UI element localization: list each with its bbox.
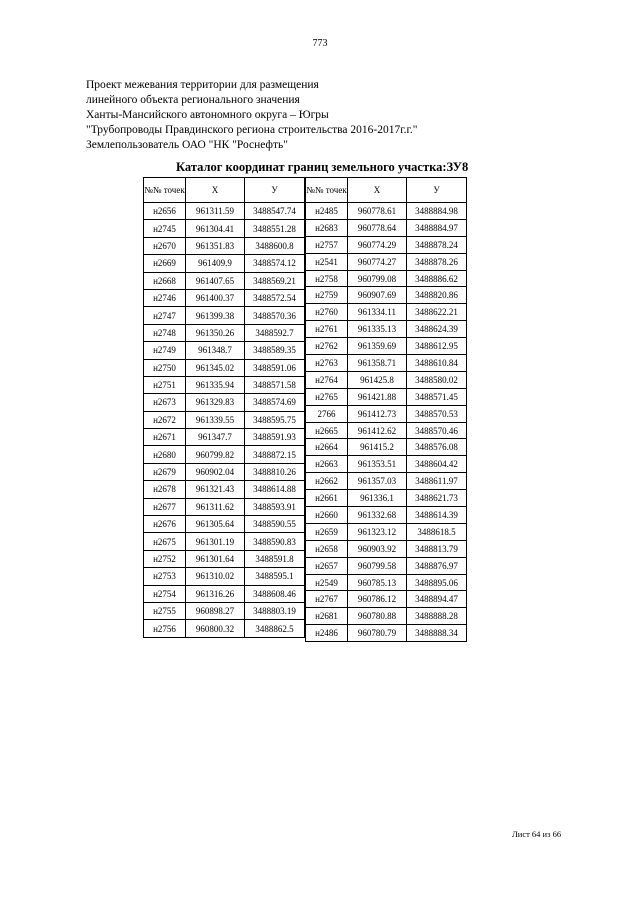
- point-id-cell: н2747: [144, 307, 186, 324]
- table-row: [306, 456, 467, 473]
- x-coordinate-cell: 961400.37: [186, 289, 245, 306]
- y-coordinate-cell: 3488590.55: [245, 516, 305, 533]
- table-row: [144, 307, 305, 324]
- y-coordinate-cell: 3488576.08: [407, 439, 467, 456]
- y-coordinate-cell: 3488894.47: [407, 591, 467, 608]
- point-id-cell: н2658: [306, 540, 348, 557]
- table-row: [306, 236, 467, 253]
- y-coordinate-cell: 3488878.24: [407, 236, 467, 253]
- sheet-counter: Лист 64 из 66: [512, 829, 562, 839]
- table-row: [144, 411, 305, 428]
- table-row: [306, 338, 467, 355]
- y-coordinate-cell: 3488551.28: [245, 220, 305, 237]
- y-coordinate-cell: 3488886.62: [407, 270, 467, 287]
- point-id-cell: н2669: [144, 255, 186, 272]
- x-coordinate-cell: 961358.71: [348, 355, 407, 372]
- table-row: [144, 220, 305, 237]
- x-coordinate-cell: 960778.61: [348, 203, 407, 220]
- x-coordinate-cell: 961409.9: [186, 255, 245, 272]
- table-row: [306, 270, 467, 287]
- point-id-cell: н2753: [144, 568, 186, 585]
- table-row: [144, 620, 305, 637]
- y-coordinate-cell: 3488614.88: [245, 481, 305, 498]
- header-line: Проект межевания территории для размещения: [86, 79, 319, 91]
- document-header: [86, 78, 417, 153]
- y-coordinate-cell: 3488876.97: [407, 557, 467, 574]
- x-coordinate-cell: 961301.19: [186, 533, 245, 550]
- y-coordinate-cell: 3488590.83: [245, 533, 305, 550]
- y-coordinate-cell: 3488622.21: [407, 304, 467, 321]
- point-id-cell: н2660: [306, 507, 348, 524]
- point-id-cell: н2751: [144, 376, 186, 393]
- point-id-cell: н2541: [306, 253, 348, 270]
- table-row: [144, 203, 305, 220]
- x-coordinate-cell: 961321.43: [186, 481, 245, 498]
- x-coordinate-cell: 961348.7: [186, 342, 245, 359]
- y-coordinate-cell: 3488595.75: [245, 411, 305, 428]
- table-row: [144, 533, 305, 550]
- y-coordinate-cell: 3488595.1: [245, 568, 305, 585]
- header-line: "Трубопроводы Правдинского региона строительства 2016-2017г.г.": [86, 124, 418, 136]
- x-coordinate-cell: 961323.12: [348, 523, 407, 540]
- point-id-cell: н2759: [306, 287, 348, 304]
- point-id-cell: н2549: [306, 574, 348, 591]
- x-coordinate-cell: 960903.92: [348, 540, 407, 557]
- table-row: [144, 272, 305, 289]
- x-coordinate-cell: 961412.73: [348, 405, 407, 422]
- header-line: Землепользователь ОАО "НК "Роснефть": [86, 139, 288, 151]
- x-coordinate-cell: 961329.83: [186, 394, 245, 411]
- x-coordinate-cell: 961335.13: [348, 321, 407, 338]
- y-coordinate-cell: 3488888.28: [407, 608, 467, 625]
- x-coordinate-cell: 961415.2: [348, 439, 407, 456]
- x-coordinate-cell: 961311.59: [186, 203, 245, 220]
- table-row: [144, 463, 305, 480]
- x-coordinate-cell: 960898.27: [186, 602, 245, 619]
- point-id-cell: н2762: [306, 338, 348, 355]
- point-id-cell: н2668: [144, 272, 186, 289]
- y-coordinate-cell: 3488547.74: [245, 203, 305, 220]
- y-coordinate-cell: 3488608.46: [245, 585, 305, 602]
- x-coordinate-cell: 960799.08: [348, 270, 407, 287]
- x-coordinate-cell: 960778.64: [348, 219, 407, 236]
- table-row: [144, 324, 305, 341]
- x-coordinate-cell: 961412.62: [348, 422, 407, 439]
- table-body: [144, 203, 305, 638]
- x-coordinate-cell: 961335.94: [186, 376, 245, 393]
- point-id-cell: н2756: [144, 620, 186, 637]
- point-id-cell: н2755: [144, 602, 186, 619]
- y-coordinate-cell: 3488580.02: [407, 371, 467, 388]
- x-coordinate-cell: 961304.41: [186, 220, 245, 237]
- table-row: [306, 304, 467, 321]
- table-row: [306, 507, 467, 524]
- y-coordinate-cell: 3488813.79: [407, 540, 467, 557]
- point-id-cell: н2486: [306, 625, 348, 642]
- point-id-cell: н2765: [306, 388, 348, 405]
- x-coordinate-cell: 961301.64: [186, 550, 245, 567]
- x-coordinate-cell: 961350.26: [186, 324, 245, 341]
- table-row: [306, 473, 467, 490]
- column-header-points: №№ точек: [306, 178, 348, 203]
- point-id-cell: н2748: [144, 324, 186, 341]
- column-header-y: У: [407, 178, 467, 203]
- point-id-cell: н2673: [144, 394, 186, 411]
- point-id-cell: н2763: [306, 355, 348, 372]
- table-row: [144, 481, 305, 498]
- table-row: [306, 371, 467, 388]
- table-row: [144, 498, 305, 515]
- y-coordinate-cell: 3488895.06: [407, 574, 467, 591]
- table-row: [306, 388, 467, 405]
- point-id-cell: н2681: [306, 608, 348, 625]
- point-id-cell: н2758: [306, 270, 348, 287]
- x-coordinate-cell: 961332.68: [348, 507, 407, 524]
- table-row: [144, 550, 305, 567]
- table-row: [306, 405, 467, 422]
- y-coordinate-cell: 3488571.45: [407, 388, 467, 405]
- table-header-row: [306, 178, 467, 203]
- y-coordinate-cell: 3488618.5: [407, 523, 467, 540]
- table-row: [144, 394, 305, 411]
- table-row: [144, 255, 305, 272]
- column-header-x: X: [348, 178, 407, 203]
- x-coordinate-cell: 961357.03: [348, 473, 407, 490]
- x-coordinate-cell: 960785.13: [348, 574, 407, 591]
- table-row: [306, 253, 467, 270]
- table-row: [306, 287, 467, 304]
- point-id-cell: н2656: [144, 203, 186, 220]
- coordinate-table-left: [143, 177, 305, 638]
- x-coordinate-cell: 960907.69: [348, 287, 407, 304]
- catalog-title: Каталог координат границ земельного участка:ЗУ8: [176, 160, 469, 174]
- y-coordinate-cell: 3488570.46: [407, 422, 467, 439]
- table-row: [306, 490, 467, 507]
- y-coordinate-cell: 3488574.12: [245, 255, 305, 272]
- table-row: [144, 602, 305, 619]
- table-row: [306, 540, 467, 557]
- table-row: [306, 321, 467, 338]
- point-id-cell: н2749: [144, 342, 186, 359]
- point-id-cell: н2657: [306, 557, 348, 574]
- point-id-cell: н2746: [144, 289, 186, 306]
- y-coordinate-cell: 3488592.7: [245, 324, 305, 341]
- x-coordinate-cell: 961339.55: [186, 411, 245, 428]
- table-row: [144, 568, 305, 585]
- y-coordinate-cell: 3488591.93: [245, 429, 305, 446]
- column-header-points: №№ точек: [144, 178, 186, 203]
- table-row: [306, 574, 467, 591]
- y-coordinate-cell: 3488884.98: [407, 203, 467, 220]
- table-header-row: [144, 178, 305, 203]
- table-row: [144, 289, 305, 306]
- y-coordinate-cell: 3488888.34: [407, 625, 467, 642]
- point-id-cell: н2663: [306, 456, 348, 473]
- y-coordinate-cell: 3488872.15: [245, 446, 305, 463]
- y-coordinate-cell: 3488612.95: [407, 338, 467, 355]
- table-row: [306, 203, 467, 220]
- x-coordinate-cell: 960799.82: [186, 446, 245, 463]
- table-row: [144, 429, 305, 446]
- x-coordinate-cell: 961347.7: [186, 429, 245, 446]
- point-id-cell: н2659: [306, 523, 348, 540]
- point-id-cell: 2766: [306, 405, 348, 422]
- point-id-cell: н2683: [306, 219, 348, 236]
- y-coordinate-cell: 3488884.97: [407, 219, 467, 236]
- table-row: [306, 523, 467, 540]
- y-coordinate-cell: 3488803.19: [245, 602, 305, 619]
- point-id-cell: н2757: [306, 236, 348, 253]
- point-id-cell: н2661: [306, 490, 348, 507]
- x-coordinate-cell: 961399.38: [186, 307, 245, 324]
- table-row: [144, 446, 305, 463]
- y-coordinate-cell: 3488570.36: [245, 307, 305, 324]
- point-id-cell: н2767: [306, 591, 348, 608]
- x-coordinate-cell: 961311.62: [186, 498, 245, 515]
- table-row: [306, 591, 467, 608]
- y-coordinate-cell: 3488604.42: [407, 456, 467, 473]
- point-id-cell: н2662: [306, 473, 348, 490]
- point-id-cell: н2671: [144, 429, 186, 446]
- x-coordinate-cell: 960774.27: [348, 253, 407, 270]
- table-row: [306, 439, 467, 456]
- y-coordinate-cell: 3488810.26: [245, 463, 305, 480]
- column-header-x: X: [186, 178, 245, 203]
- table-row: [306, 422, 467, 439]
- table-row: [144, 516, 305, 533]
- table-row: [306, 608, 467, 625]
- y-coordinate-cell: 3488593.91: [245, 498, 305, 515]
- x-coordinate-cell: 961351.83: [186, 237, 245, 254]
- point-id-cell: н2754: [144, 585, 186, 602]
- x-coordinate-cell: 961359.69: [348, 338, 407, 355]
- x-coordinate-cell: 960780.88: [348, 608, 407, 625]
- table-row: [144, 376, 305, 393]
- y-coordinate-cell: 3488600.8: [245, 237, 305, 254]
- point-id-cell: н2678: [144, 481, 186, 498]
- point-id-cell: н2485: [306, 203, 348, 220]
- x-coordinate-cell: 961305.64: [186, 516, 245, 533]
- y-coordinate-cell: 3488572.54: [245, 289, 305, 306]
- table-row: [306, 355, 467, 372]
- y-coordinate-cell: 3488610.84: [407, 355, 467, 372]
- x-coordinate-cell: 960902.04: [186, 463, 245, 480]
- point-id-cell: н2670: [144, 237, 186, 254]
- x-coordinate-cell: 961421.88: [348, 388, 407, 405]
- point-id-cell: н2764: [306, 371, 348, 388]
- coordinate-table-right: [305, 177, 467, 642]
- y-coordinate-cell: 3488574.69: [245, 394, 305, 411]
- y-coordinate-cell: 3488589.35: [245, 342, 305, 359]
- table-row: [306, 625, 467, 642]
- y-coordinate-cell: 3488820.86: [407, 287, 467, 304]
- table-row: [306, 219, 467, 236]
- column-header-y: У: [245, 178, 305, 203]
- y-coordinate-cell: 3488571.58: [245, 376, 305, 393]
- x-coordinate-cell: 960799.58: [348, 557, 407, 574]
- point-id-cell: н2679: [144, 463, 186, 480]
- x-coordinate-cell: 960800.32: [186, 620, 245, 637]
- point-id-cell: н2675: [144, 533, 186, 550]
- x-coordinate-cell: 961425.8: [348, 371, 407, 388]
- point-id-cell: н2672: [144, 411, 186, 428]
- x-coordinate-cell: 961345.02: [186, 359, 245, 376]
- point-id-cell: н2761: [306, 321, 348, 338]
- header-line: Ханты-Мансийского автономного округа – Югры: [86, 109, 329, 121]
- point-id-cell: н2664: [306, 439, 348, 456]
- y-coordinate-cell: 3488862.5: [245, 620, 305, 637]
- x-coordinate-cell: 961316.26: [186, 585, 245, 602]
- y-coordinate-cell: 3488878.26: [407, 253, 467, 270]
- y-coordinate-cell: 3488621.73: [407, 490, 467, 507]
- point-id-cell: н2745: [144, 220, 186, 237]
- page-number: 773: [312, 38, 328, 49]
- y-coordinate-cell: 3488569.21: [245, 272, 305, 289]
- table-row: [144, 585, 305, 602]
- y-coordinate-cell: 3488624.39: [407, 321, 467, 338]
- y-coordinate-cell: 3488611.97: [407, 473, 467, 490]
- table-body: [306, 203, 467, 642]
- point-id-cell: н2752: [144, 550, 186, 567]
- x-coordinate-cell: 961334.11: [348, 304, 407, 321]
- table-row: [144, 237, 305, 254]
- x-coordinate-cell: 960774.29: [348, 236, 407, 253]
- table-row: [144, 359, 305, 376]
- point-id-cell: н2676: [144, 516, 186, 533]
- table-row: [144, 342, 305, 359]
- x-coordinate-cell: 960786.12: [348, 591, 407, 608]
- table-row: [306, 557, 467, 574]
- point-id-cell: н2677: [144, 498, 186, 515]
- x-coordinate-cell: 961336.1: [348, 490, 407, 507]
- x-coordinate-cell: 961310.02: [186, 568, 245, 585]
- point-id-cell: н2760: [306, 304, 348, 321]
- point-id-cell: н2680: [144, 446, 186, 463]
- y-coordinate-cell: 3488614.39: [407, 507, 467, 524]
- y-coordinate-cell: 3488570.53: [407, 405, 467, 422]
- y-coordinate-cell: 3488591.06: [245, 359, 305, 376]
- header-line: линейного объекта регионального значения: [86, 94, 300, 106]
- point-id-cell: н2750: [144, 359, 186, 376]
- y-coordinate-cell: 3488591.8: [245, 550, 305, 567]
- x-coordinate-cell: 961407.65: [186, 272, 245, 289]
- x-coordinate-cell: 960780.79: [348, 625, 407, 642]
- point-id-cell: н2665: [306, 422, 348, 439]
- coordinate-tables: [143, 177, 467, 642]
- x-coordinate-cell: 961353.51: [348, 456, 407, 473]
